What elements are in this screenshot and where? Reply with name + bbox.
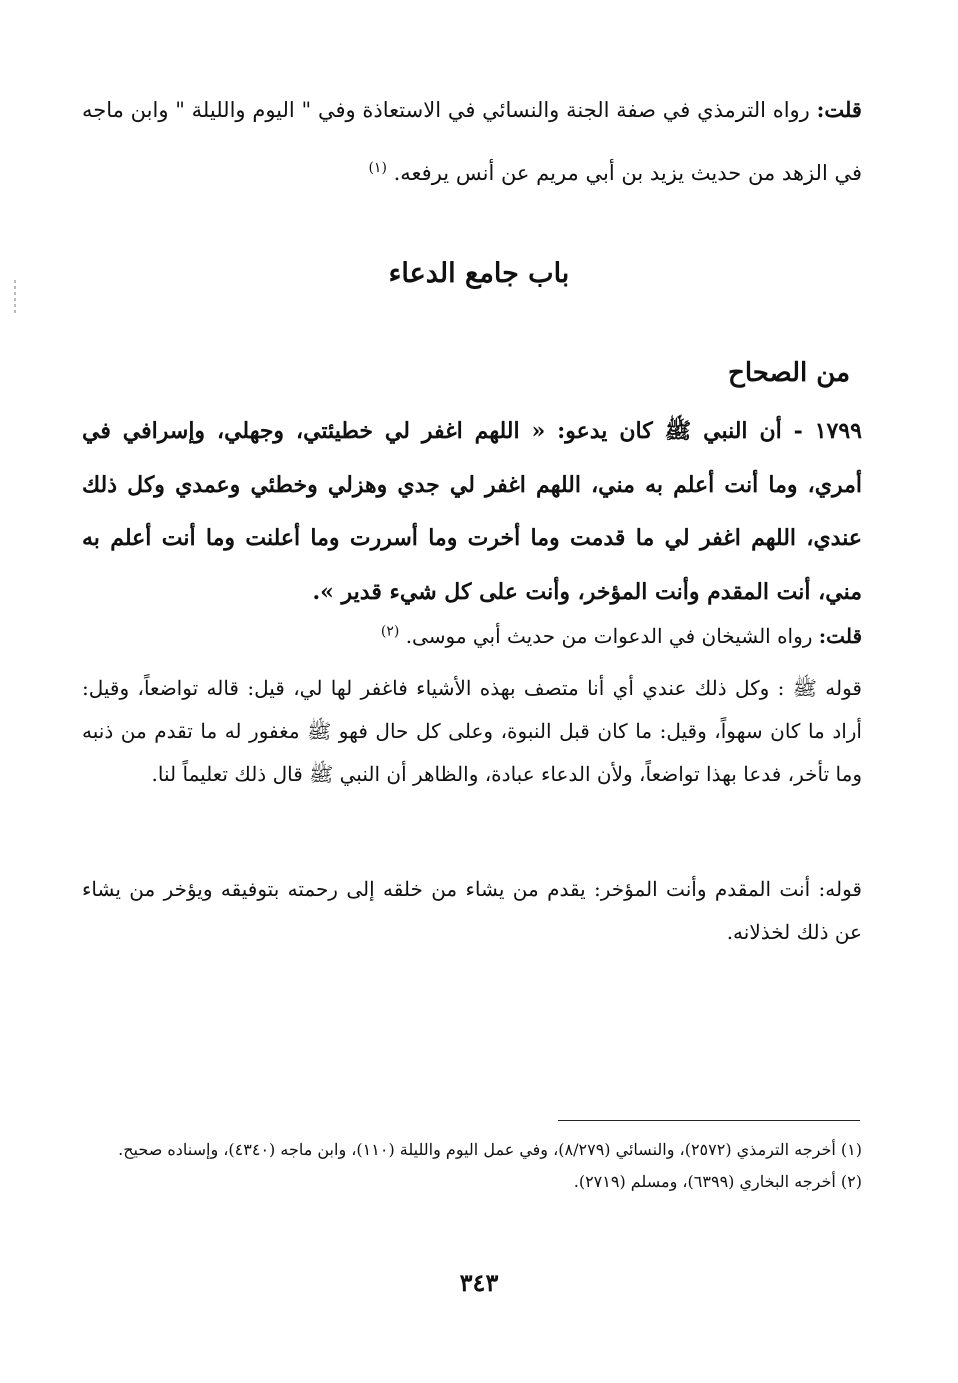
footnotes bbox=[82, 1134, 862, 1198]
hadith-paragraph bbox=[82, 405, 862, 619]
hadith-text: أن النبي ﷺ كان يدعو: « اللهم اغفر لي خطيئتي، وجهلي، وإسرافي في أمري، وما أنت أعلم به مني، اللهم اغفر لي جدي وهزلي وخطئي وعمدي وكل ذلك عندي، اللهم اغفر لي ما قدمت وما أخرت وما أسررت وما أعلنت وما أنت أعلم به مني، أنت المقدم وأنت المؤخر، وأنت على كل شيء قدير ». bbox=[82, 418, 862, 605]
narration-text: رواه الشيخان في الدعوات من حديث أبي موسى. bbox=[405, 624, 813, 648]
footnote-ref-1[interactable]: (١) bbox=[368, 160, 387, 176]
page-number: ٣٤٣ bbox=[459, 1268, 499, 1297]
narration-paragraph bbox=[82, 616, 862, 656]
chapter-title: باب جامع الدعاء bbox=[388, 258, 570, 289]
intro-paragraph bbox=[82, 78, 862, 205]
commentary-paragraph: قوله ﷺ : وكل ذلك عندي أي أنا متصف بهذه الأشياء فاغفر لها لي، قيل: قاله تواضعاً، وقيل: أراد ما كان سهواً، وقيل: ما كان قبل النبوة، وعلى كل حال فهو ﷺ مغفور له ما تقدم من ذنبه وما تأخر، فدعا بهذا تواضعاً، ولأن الدعاء عبادة، والظاهر أن النبي ﷺ قال ذلك تعليماً لنا. bbox=[82, 676, 862, 786]
intro-label: قلت: bbox=[816, 97, 862, 122]
footnote-separator bbox=[558, 1120, 860, 1121]
hadith-number: ١٧٩٩ - bbox=[793, 418, 862, 444]
section-heading: من الصحاح bbox=[728, 358, 850, 388]
intro-text: رواه الترمذي في صفة الجنة والنسائي في الاستعاذة وفي " اليوم والليلة " وابن ماجه في الزهد من حديث يزيد بن أبي مريم عن أنس يرفعه. bbox=[82, 98, 862, 185]
commentary-paragraph: قوله: أنت المقدم وأنت المؤخر: يقدم من يشاء من خلقه إلى رحمته بتوفيقه ويؤخر من يشاء عن ذلك لخذلانه. bbox=[82, 877, 862, 944]
narration-label: قلت: bbox=[818, 624, 862, 648]
footnote-ref-2[interactable]: (٢) bbox=[380, 623, 400, 640]
margin-mark bbox=[14, 280, 16, 316]
footnote-2: (٢) أخرجه البخاري (٦٣٩٩)، ومسلم (٢٧١٩). bbox=[573, 1172, 862, 1191]
footnote-1: (١) أخرجه الترمذي (٢٥٧٢)، والنسائي (٨/٢٧٩)، وفي عمل اليوم والليلة (١١٠)، وابن ماجه (٤٣٤٠)، وإسناده صحيح. bbox=[118, 1140, 862, 1159]
